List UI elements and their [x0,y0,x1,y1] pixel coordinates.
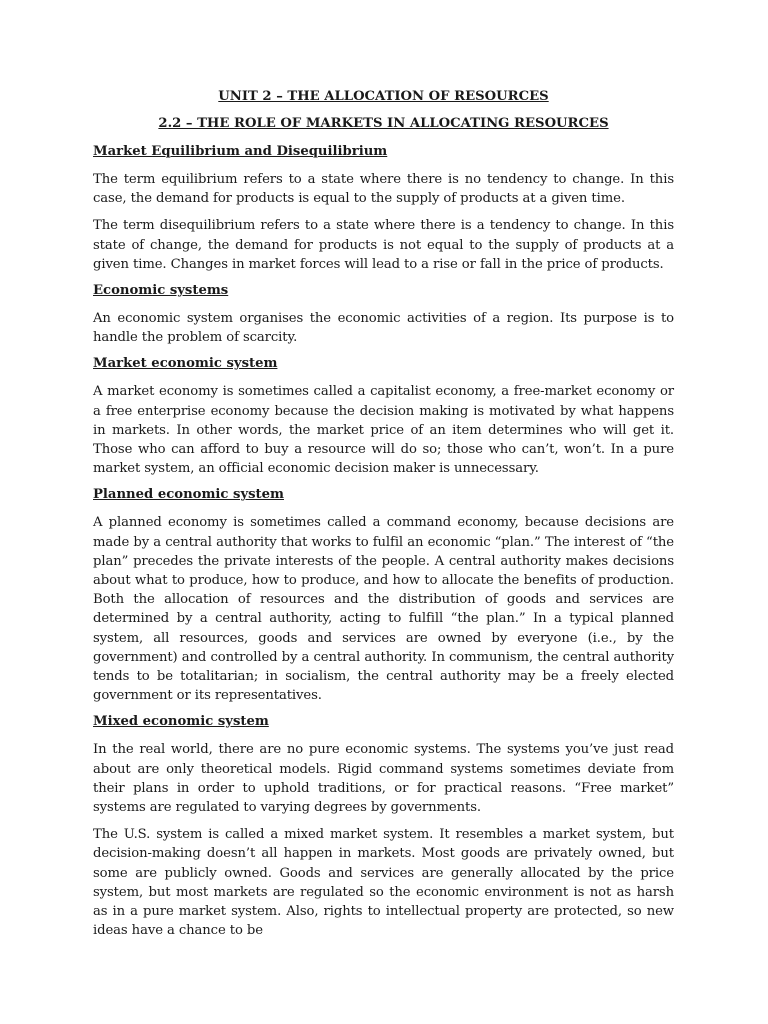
paragraph-planned-economic-system: A planned economy is sometimes called a command economy, because decisions are made by a central authority that works to fulfil an economic “plan.” The interest of “the plan” precedes the private interests of the people. A central authority makes decisions about what to produce, how to produce, and how to allocate the benefits of production. Both the allocation of resources and the distribution of goods and services are determined by a central authority, acting to fulfill “the plan.” In a typical planned system, all resources, goods and services are owned by everyone (i.e., by the government) and controlled by a central authority. In communism, the central authority tends to be totalitarian; in socialism, the central authority may be a freely elected government or its representatives. [93,515,674,704]
paragraph-mixed-economic-system-1: In the real world, there are no pure economic systems. The systems you’ve just read about are only theoretical models. Rigid command systems sometimes deviate from their plans in order to uphold traditions, or for practical reasons. “Free market” systems are regulated to varying degrees by governments. [93,742,674,816]
document-page [93,86,674,941]
section-heading-planned-economic-system: Planned economic system [93,487,284,503]
section-heading-mixed-economic-system: Mixed economic system [93,714,269,730]
paragraph-equilibrium: The term equilibrium refers to a state where there is no tendency to change. In this case, the demand for products is equal to the supply of products at a given time. [93,172,674,207]
paragraph-economic-systems: An economic system organises the economic activities of a region. Its purpose is to handle the problem of scarcity. [93,311,674,346]
section-heading-market-economic-system: Market economic system [93,356,278,372]
paragraph-mixed-economic-system-2: The U.S. system is called a mixed market system. It resembles a market system, but decision-making doesn’t all happen in markets. Most goods are privately owned, but some are publicly owned. Goods and services are generally allocated by the price system, but most markets are regulated so the economic environment is not as harsh as in a pure market system. Also, rights to intellectual property are protected, so new ideas have a chance to be [93,827,674,939]
paragraph-market-economic-system: A market economy is sometimes called a capitalist economy, a free-market economy or a free enterprise economy because the decision making is motivated by what happens in markets. In other words, the market price of an item determines who will get it. Those who can afford to buy a resource will do so; those who can’t, won’t. In a pure market system, an official economic decision maker is unnecessary. [93,384,674,477]
section-heading-economic-systems: Economic systems [93,283,229,299]
paragraph-disequilibrium: The term disequilibrium refers to a state where there is a tendency to change. In this state of change, the demand for products is not equal to the supply of products at a given time. Changes in market forces will lead to a rise or fall in the price of products. [93,218,674,272]
section-heading-equilibrium: Market Equilibrium and Disequilibrium [93,144,388,159]
document-subtitle: 2.2 – THE ROLE OF MARKETS IN ALLOCATING RESOURCES [158,116,609,131]
document-title: UNIT 2 – THE ALLOCATION OF RESOURCES [218,89,549,104]
